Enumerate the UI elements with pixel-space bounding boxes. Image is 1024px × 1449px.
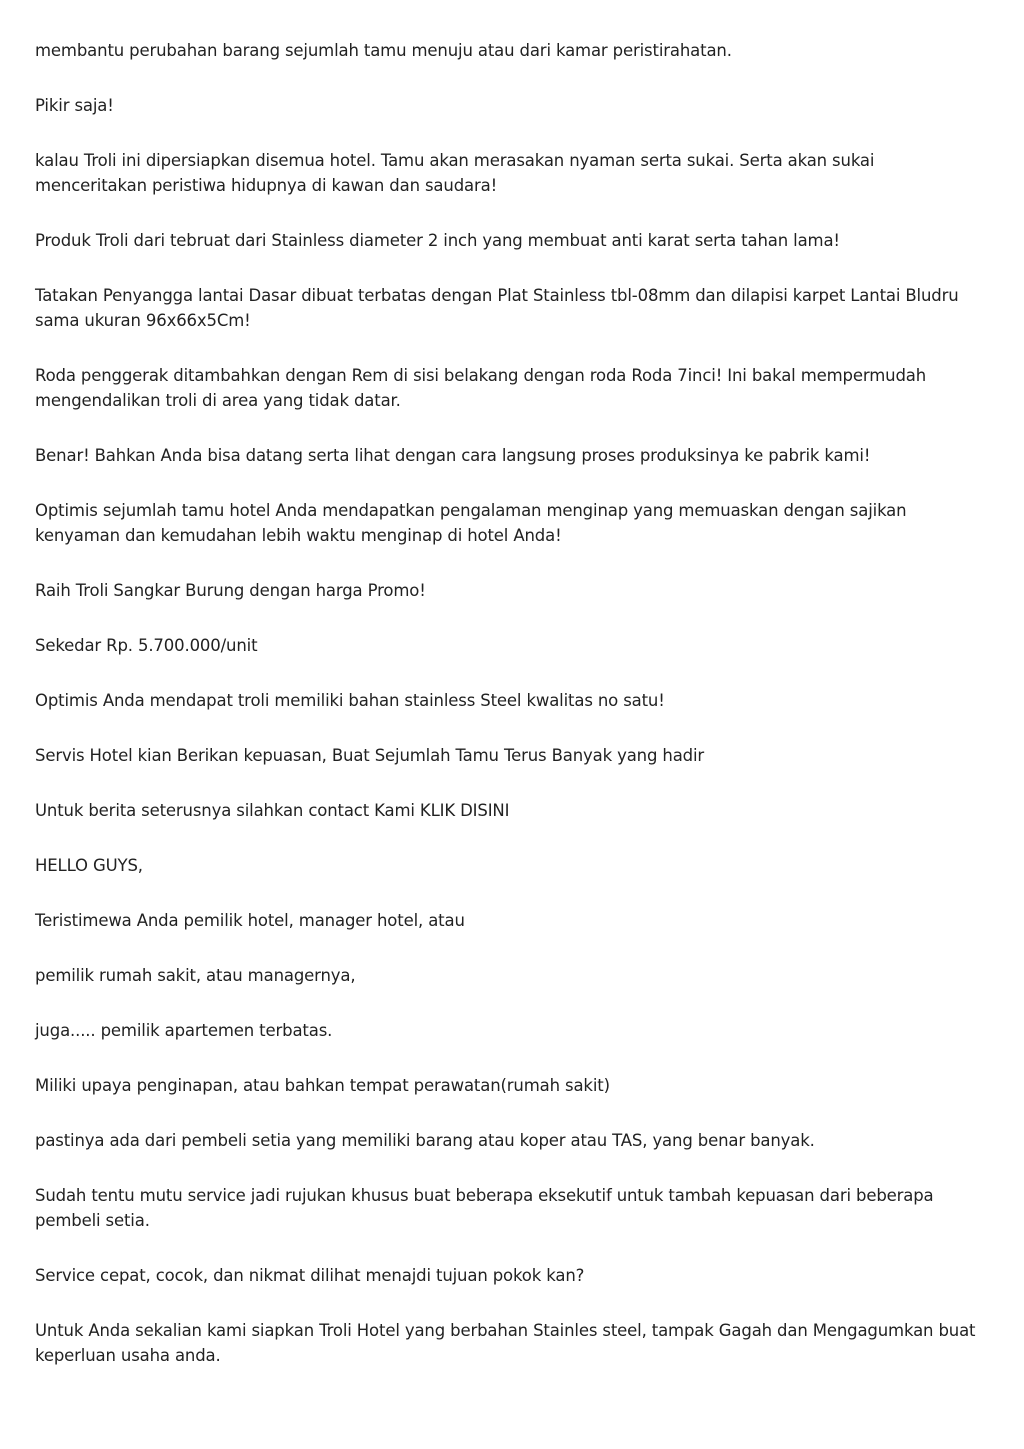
paragraph: pastinya ada dari pembeli setia yang memiliki barang atau koper atau TAS, yang benar banyak.	[35, 1131, 815, 1150]
contact-paragraph: Untuk berita seterusnya silahkan contact Kami KLIK DISINI	[35, 801, 510, 820]
paragraph: kalau Troli ini dipersiapkan disemua hotel. Tamu akan merasakan nyaman serta sukai. Serta akan sukai menceritakan peristiwa hidupnya di kawan dan saudara!	[35, 151, 875, 195]
paragraph: Servis Hotel kian Berikan kepuasan, Buat Sejumlah Tamu Terus Banyak yang hadir	[35, 746, 705, 765]
paragraph: membantu perubahan barang sejumlah tamu menuju atau dari kamar peristirahatan.	[35, 41, 732, 60]
paragraph: Service cepat, cocok, dan nikmat dilihat menajdi tujuan pokok kan?	[35, 1266, 585, 1285]
paragraph: Tatakan Penyangga lantai Dasar dibuat terbatas dengan Plat Stainless tbl-08mm dan dilapisi karpet Lantai Bludru sama ukuran 96x66x5Cm!	[35, 286, 959, 330]
paragraph: Untuk Anda sekalian kami siapkan Troli Hotel yang berbahan Stainles steel, tampak Gagah dan Mengagumkan buat keperluan usaha anda.	[35, 1321, 976, 1365]
paragraph: pemilik rumah sakit, atau managernya,	[35, 966, 356, 985]
paragraph: Produk Troli dari tebruat dari Stainless diameter 2 inch yang membuat anti karat serta tahan lama!	[35, 231, 840, 250]
paragraph: Pikir saja!	[35, 96, 114, 115]
paragraph: Teristimewa Anda pemilik hotel, manager hotel, atau	[35, 911, 465, 930]
paragraph: Miliki upaya penginapan, atau bahkan tempat perawatan(rumah sakit)	[35, 1076, 610, 1095]
paragraph: Sudah tentu mutu service jadi rujukan khusus buat beberapa eksekutif untuk tambah kepuasan dari beberapa pembeli setia.	[35, 1186, 934, 1230]
paragraph: Optimis Anda mendapat troli memiliki bahan stainless Steel kwalitas no satu!	[35, 691, 665, 710]
paragraph: Raih Troli Sangkar Burung dengan harga Promo!	[35, 581, 426, 600]
document-body	[35, 38, 985, 1398]
paragraph: juga..... pemilik apartemen terbatas.	[35, 1021, 333, 1040]
paragraph: Benar! Bahkan Anda bisa datang serta lihat dengan cara langsung proses produksinya ke pabrik kami!	[35, 446, 871, 465]
paragraph: Roda penggerak ditambahkan dengan Rem di sisi belakang dengan roda Roda 7inci! Ini bakal mempermudah mengendalikan troli di area yang tidak datar.	[35, 366, 927, 410]
paragraph: Optimis sejumlah tamu hotel Anda mendapatkan pengalaman menginap yang memuaskan dengan sajikan kenyaman dan kemudahan lebih waktu menginap di hotel Anda!	[35, 501, 907, 545]
price-paragraph: Sekedar Rp. 5.700.000/unit	[35, 636, 258, 655]
greeting-paragraph: HELLO GUYS,	[35, 856, 143, 875]
